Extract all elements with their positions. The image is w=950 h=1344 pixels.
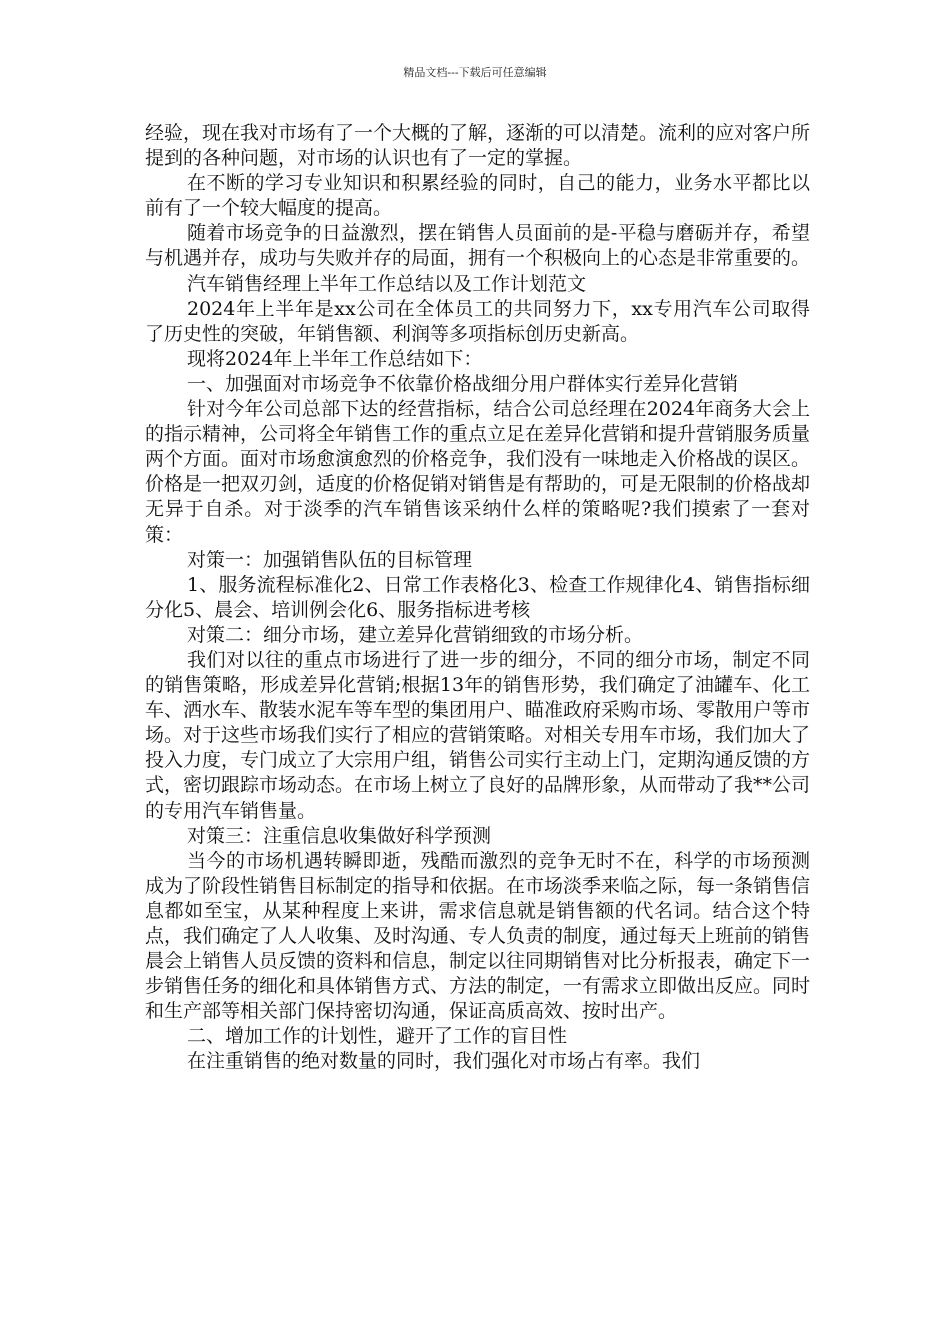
paragraph-1: 经验，现在我对市场有了一个大概的了解，逐渐的可以清楚。流利的应对客户所提到的各种问题，对市场的认识也有了一定的掌握。 <box>145 122 811 170</box>
paragraph-2: 在不断的学习专业知识和积累经验的同时，自己的能力，业务水平都比以前有了一个较大幅度的提高。 <box>145 172 810 220</box>
paragraph-3: 随着市场竞争的日益激烈，摆在销售人员面前的是-平稳与磨砺并存，希望与机遇并存，成功与失败并存的局面，拥有一个积极向上的心态是非常重要的。 <box>145 222 811 270</box>
heading-two: 二、增加工作的计划性，避开了工作的盲目性 <box>187 1025 568 1048</box>
strategy-two-heading: 对策二：细分市场，建立差异化营销细致的市场分析。 <box>187 623 644 646</box>
strategy-one-list: 1、服务流程标准化2、日常工作表格化3、检查工作规律化4、销售指标细分化5、晨会、培训例会化6、服务指标进考核 <box>145 573 810 621</box>
paragraph-7: 我们对以往的重点市场进行了进一步的细分，不同的细分市场，制定不同的销售策略，形成差异化营销;根据13年的销售形势，我们确定了油罐车、化工车、洒水车、散装水泥车等车型的集团用户、瞄准政府采购市场、零散用户等市场。对于这些市场我们实行了相应的营销策略。对相关专用车市场，我们加大了投入力度，专门成立了大宗用户组，销售公司实行主动上门，定期沟通反馈的方式，密切跟踪市场动态。在市场上树立了良好的品牌形象，从而带动了我**公司的专用汽车销售量。 <box>145 648 811 822</box>
paragraph-4: 2024年上半年是xx公司在全体员工的共同努力下，xx专用汽车公司取得了历史性的突破，年销售额、利润等多项指标创历史新高。 <box>145 297 810 345</box>
strategy-one-heading: 对策一：加强销售队伍的目标管理 <box>187 548 473 571</box>
paragraph-8: 当今的市场机遇转瞬即逝，残酷而激烈的竞争无时不在，科学的市场预测成为了阶段性销售目标制定的指导和依据。在市场淡季来临之际，每一条销售信息都如至宝，从某种程度上来讲，需求信息就是销售额的代名词。结合这个特点，我们确定了人人收集、及时沟通、专人负责的制度，通过每天上班前的销售晨会上销售人员反馈的资料和信息，制定以往同期销售对比分析报表，确定下一步销售任务的细化和具体销售方式、方法的制定，一有需求立即做出反应。同时和生产部等相关部门保持密切沟通，保证高质高效、按时出产。 <box>145 849 811 1023</box>
document-body <box>145 121 810 1075</box>
strategy-three-heading: 对策三：注重信息收集做好科学预测 <box>187 824 492 847</box>
page-header: 精品文档---下载后可任意编辑 <box>403 66 547 79</box>
paragraph-9: 在注重销售的绝对数量的同时，我们强化对市场占有率。我们 <box>187 1050 701 1073</box>
paragraph-5: 现将2024年上半年工作总结如下： <box>187 347 483 370</box>
paragraph-6: 针对今年公司总部下达的经营指标，结合公司总经理在2024年商务大会上的指示精神，公司将全年销售工作的重点立足在差异化营销和提升营销服务质量两个方面。面对市场愈演愈烈的价格竞争，我们没有一味地走入价格战的误区。价格是一把双刃剑，适度的价格促销对销售是有帮助的，可是无限制的价格战却无异于自杀。对于淡季的汽车销售该采纳什么样的策略呢?我们摸索了一套对策： <box>145 398 811 546</box>
section-title: 汽车销售经理上半年工作总结以及工作计划范文 <box>187 272 587 295</box>
heading-one: 一、加强面对市场竞争不依靠价格战细分用户群体实行差异化营销 <box>187 372 739 395</box>
